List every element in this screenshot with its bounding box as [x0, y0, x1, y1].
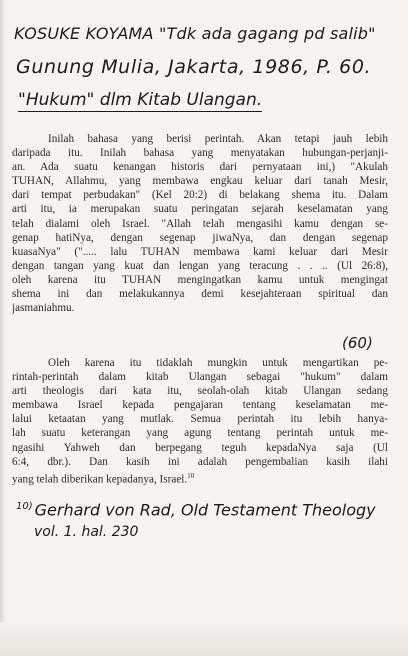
page-shadow-left	[0, 0, 6, 656]
text-line: Inilah bahasa yang berisi perintah. Akan tetapi jauh lebih	[48, 133, 388, 145]
handwritten-page-note: (60)	[342, 334, 373, 352]
text-line: lalui ketaatan yang mutlak. Semua perintah itu lebih hanya-	[12, 413, 388, 426]
text-line: dari tempat perbudakan" (Kel 20:2) di belakang shema itu. Dalam	[12, 189, 388, 202]
page-shadow-bottom	[0, 622, 408, 656]
footnote-line-1: Gerhard von Rad, Old Testament Theology	[34, 500, 376, 520]
text-line: kuasaNya" ("..... lalu TUHAN membawa kami keluar dari Mesir	[12, 245, 388, 258]
text-line	[12, 469, 388, 487]
paragraph-1	[12, 132, 388, 315]
handwritten-heading: "Hukum" dlm Kitab Ulangan.	[18, 90, 263, 110]
footnote-line-2: vol. 1. hal. 230	[34, 524, 139, 541]
text-line: genap hatiNya, dengan segenap jiwaNya, dan dengan segenap	[12, 231, 388, 244]
text-line: 6:4, dbr.). Dan kasih ini adalah pengembalian kasih ilahi	[12, 455, 388, 468]
text-line: daripada itu. Inilah bahasa yang menyatakan hubungan-perjanji-	[12, 147, 388, 160]
last-line-text: yang telah diberikan kepadanya, Israel.	[12, 473, 188, 486]
text-line: TUHAN, Allahmu, yang membawa engkau keluar dari tanah Mesir,	[12, 175, 388, 188]
footnote-marker: 10	[187, 471, 195, 480]
text-line: dengan tangan yang kuat dan lengan yang teracung . . .. (Ul 26:8),	[12, 259, 388, 272]
handwritten-source-line-2: Gunung Mulia, Jakarta, 1986, P. 60.	[16, 56, 372, 78]
text-line: shema ini dan melakukannya demi kesejahteraan spiritual dan	[12, 288, 388, 301]
text-line: Oleh karena itu tidaklah mungkin untuk mengartikan pe-	[48, 357, 388, 369]
text-line: membawa Israel kepada pengajaran tentang keselamatan me-	[12, 399, 388, 412]
text-line: jasmaniahmu.	[12, 302, 75, 315]
text-line: lah suatu keterangan yang agung tentang perintah untuk me-	[12, 427, 388, 440]
text-line: telah dialami oleh Israel. "Allah telah mengasihi kamu dengan se-	[12, 217, 388, 230]
text-line: arti theologis dari kata itu, seolah-olah kitab Ulangan sedang	[12, 385, 388, 398]
paragraph-2	[12, 356, 388, 487]
handwritten-source-line-1: KOSUKE KOYAMA "Tdk ada gagang pd salib"	[14, 24, 376, 43]
text-line: ngasihi Yahweh dan berpegang teguh kepadaNya saja (Ul	[12, 441, 388, 454]
handwritten-footnote	[16, 496, 376, 543]
text-line: oleh karena itu TUHAN mengingatkan kamu untuk mengingat	[12, 273, 388, 286]
text-line: rintah-perintah dalam kitab Ulangan sebagai "hukum" dalam	[12, 371, 388, 384]
footnote-number: 10)	[16, 501, 33, 512]
text-line: arti itu, ia merupakan suatu peringatan sejarah keselamatan yang	[12, 203, 388, 216]
text-line: an. Ada suatu kenangan historis dari pernyataan ini,) "Akulah	[12, 161, 388, 174]
